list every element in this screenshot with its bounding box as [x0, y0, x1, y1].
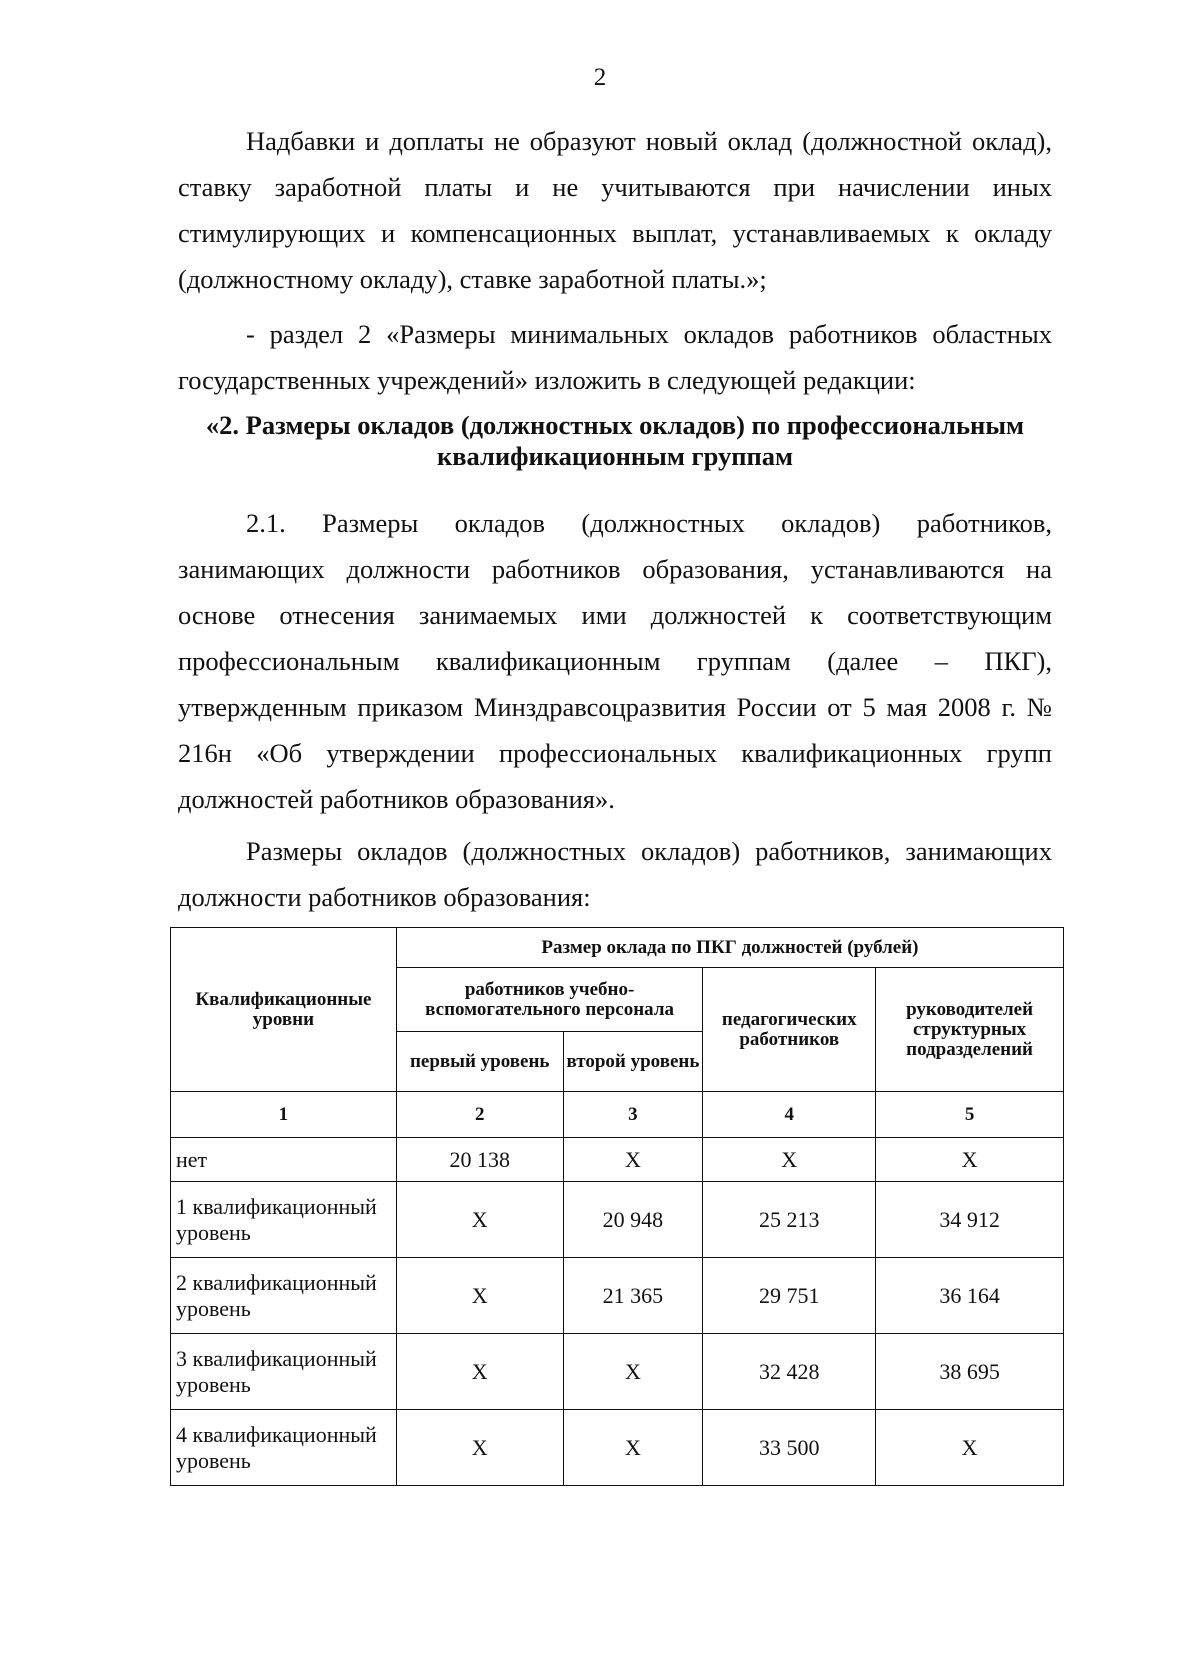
paragraph-text: Размеры окладов (должностных окладов) работников, занимающих должности работников образования:	[178, 836, 1052, 912]
header-first-level: первый уровень	[396, 1032, 563, 1092]
value-cell: X	[563, 1334, 703, 1410]
header-heads: руководителей структурных подразделений	[876, 968, 1064, 1092]
value-cell: 38 695	[876, 1334, 1064, 1410]
paragraph-table-intro	[178, 828, 1052, 920]
section-heading-line-1: «2. Размеры окладов (должностных окладов) по профессиональным	[205, 410, 1025, 440]
header-support-staff: работников учебно-вспомогательного персонала	[396, 968, 702, 1032]
value-cell: 33 500	[703, 1410, 876, 1486]
header-size-group: Размер оклада по ПКГ должностей (рублей)	[396, 928, 1063, 968]
section-heading-line-2: квалификационным группам	[436, 441, 794, 471]
level-cell: 4 квалификационный уровень	[171, 1410, 397, 1486]
value-cell: 20 138	[396, 1138, 563, 1182]
level-cell: 3 квалификационный уровень	[171, 1334, 397, 1410]
table-row	[171, 1258, 1064, 1334]
value-cell: 36 164	[876, 1258, 1064, 1334]
table-row	[171, 1410, 1064, 1486]
value-cell: 21 365	[563, 1258, 703, 1334]
table-row	[171, 1138, 1064, 1182]
value-cell: 20 948	[563, 1182, 703, 1258]
section-heading	[178, 410, 1052, 472]
value-cell: 32 428	[703, 1334, 876, 1410]
column-number: 1	[171, 1092, 397, 1138]
level-cell: 2 квалификационный уровень	[171, 1258, 397, 1334]
value-cell: X	[396, 1334, 563, 1410]
value-cell: X	[876, 1138, 1064, 1182]
value-cell: 34 912	[876, 1182, 1064, 1258]
value-cell: X	[563, 1138, 703, 1182]
column-number: 5	[876, 1092, 1064, 1138]
column-number-row	[171, 1092, 1064, 1138]
paragraph-text: 2.1. Размеры окладов (должностных окладов) работников, занимающих должности работников образования, устанавливаются на основе отнесения занимаемых ими должностей к соответствующим профессиональным квалификационным группам (далее – ПКГ), утвержденным приказом Минздравсоцразвития России от 5 мая 2008 г. № 216н «Об утверждении профессиональных квалификационных групп должностей работников образования».	[178, 508, 1052, 814]
paragraph-allowances	[178, 118, 1052, 302]
value-cell: X	[396, 1258, 563, 1334]
column-number: 2	[396, 1092, 563, 1138]
table-row	[171, 1334, 1064, 1410]
header-teachers: педагогических работников	[703, 968, 876, 1092]
value-cell: 25 213	[703, 1182, 876, 1258]
header-levels: Квалификационные уровни	[171, 928, 397, 1092]
value-cell: X	[396, 1410, 563, 1486]
paragraph-2-1	[178, 500, 1052, 822]
column-number: 3	[563, 1092, 703, 1138]
level-cell: нет	[171, 1138, 397, 1182]
value-cell: X	[563, 1410, 703, 1486]
value-cell: X	[703, 1138, 876, 1182]
header-second-level: второй уровень	[563, 1032, 703, 1092]
value-cell: X	[876, 1410, 1064, 1486]
column-number: 4	[703, 1092, 876, 1138]
page-number: 2	[593, 64, 607, 91]
salary-table	[170, 927, 1064, 1486]
level-cell: 1 квалификационный уровень	[171, 1182, 397, 1258]
value-cell: 29 751	[703, 1258, 876, 1334]
table-row	[171, 1182, 1064, 1258]
paragraph-section-2-amendment	[178, 311, 1052, 403]
paragraph-text: Надбавки и доплаты не образуют новый оклад (должностной оклад), ставку заработной платы и не учитываются при начислении иных стимулирующих и компенсационных выплат, устанавливаемых к окладу (должностному окладу), ставке заработной платы.»;	[178, 126, 1052, 294]
paragraph-text: - раздел 2 «Размеры минимальных окладов работников областных государственных учреждений» изложить в следующей редакции:	[178, 319, 1052, 395]
value-cell: X	[396, 1182, 563, 1258]
